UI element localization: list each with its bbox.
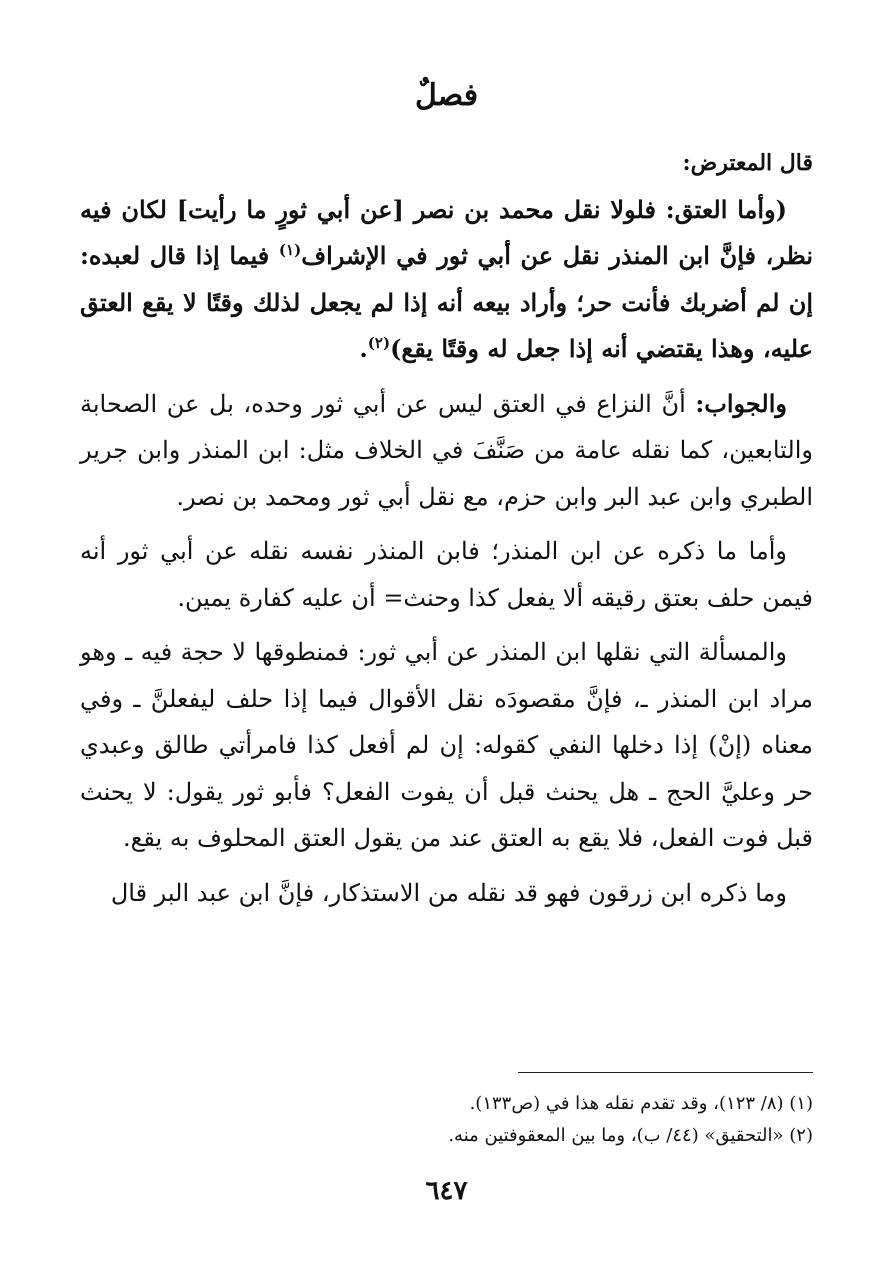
quote-end: . — [359, 334, 368, 363]
footnote-divider — [518, 1072, 813, 1073]
main-text — [80, 140, 813, 924]
footnote-marker-2[interactable]: (٢) — [367, 334, 391, 352]
page-number: ٦٤٧ — [425, 1176, 468, 1206]
footnote-1: (١) (٨/ ١٢٣)، وقد تقدم نقله هذا في (ص١٣٣). — [469, 1093, 813, 1114]
objector-heading: قال المعترض: — [682, 150, 813, 176]
answer-paragraph — [80, 381, 813, 521]
paragraph-ibn-almundhir: وأما ما ذكره عن ابن المنذر؛ فابن المنذر نفسه نقله عن أبي ثور أنه فيمن حلف بعتق رقيقه ألا يفعل كذا وحنث= أن عليه كفارة يمين. — [80, 537, 813, 612]
paragraph-ibn-zarqun: وما ذكره ابن زرقون فهو قد نقله من الاستذكار، فإنَّ ابن عبد البر قال — [110, 878, 787, 907]
objector-quote-paragraph — [80, 187, 813, 373]
section-title: فصلٌ — [414, 78, 479, 113]
footnotes — [80, 1088, 813, 1152]
footnote-marker-1[interactable]: (١) — [278, 241, 302, 259]
answer-lead: والجواب: — [695, 388, 787, 418]
answer-text: أنَّ النزاع في العتق ليس عن أبي ثور وحده، بل عن الصحابة والتابعين، كما نقله عامة من صَنَّفَ في الخلاف مثل: ابن المنذر وابن جرير الطبري وابن عبد البر وابن حزم، مع نقل أبي ثور ومحمد بن نصر. — [80, 389, 813, 511]
quote-text: (وأما العتق: فلولا نقل محمد بن نصر [عن أبي ثورٍ ما رأيت] لكان فيه نظر، فإنَّ ابن المنذر نقل عن أبي ثور في الإشراف — [80, 194, 814, 270]
paragraph-masala: والمسألة التي نقلها ابن المنذر عن أبي ثور: فمنطوقها لا حجة فيه ـ وهو مراد ابن المنذر ـ، فإنَّ مقصودَه نقل الأقوال فيما إذا حلف ليفعلنَّ ـ وفي معناه (إنْ) إذا دخلها النفي كقوله: إن لم أفعل كذا فامرأتي طالق وعبدي حر وعليَّ الحج ـ هل يحنث قبل أن يفوت الفعل؟ فأبو ثور يقول: لا يحنث قبل فوت الفعل، فلا يقع به العتق عند من يقول العتق المحلوف به يقع. — [80, 638, 813, 852]
footnote-2: (٢) «التحقيق» (٤٤/ ب)، وما بين المعقوفتين منه. — [448, 1125, 813, 1146]
quote-text-continued: فيما إذا قال لعبده: إن لم أضربك فأنت حر؛ وأراد بيعه أنه إذا لم يجعل لذلك وقتًا لا يقع العتق عليه، وهذا يقتضي أنه إذا جعل له وقتًا يقع) — [80, 241, 813, 363]
